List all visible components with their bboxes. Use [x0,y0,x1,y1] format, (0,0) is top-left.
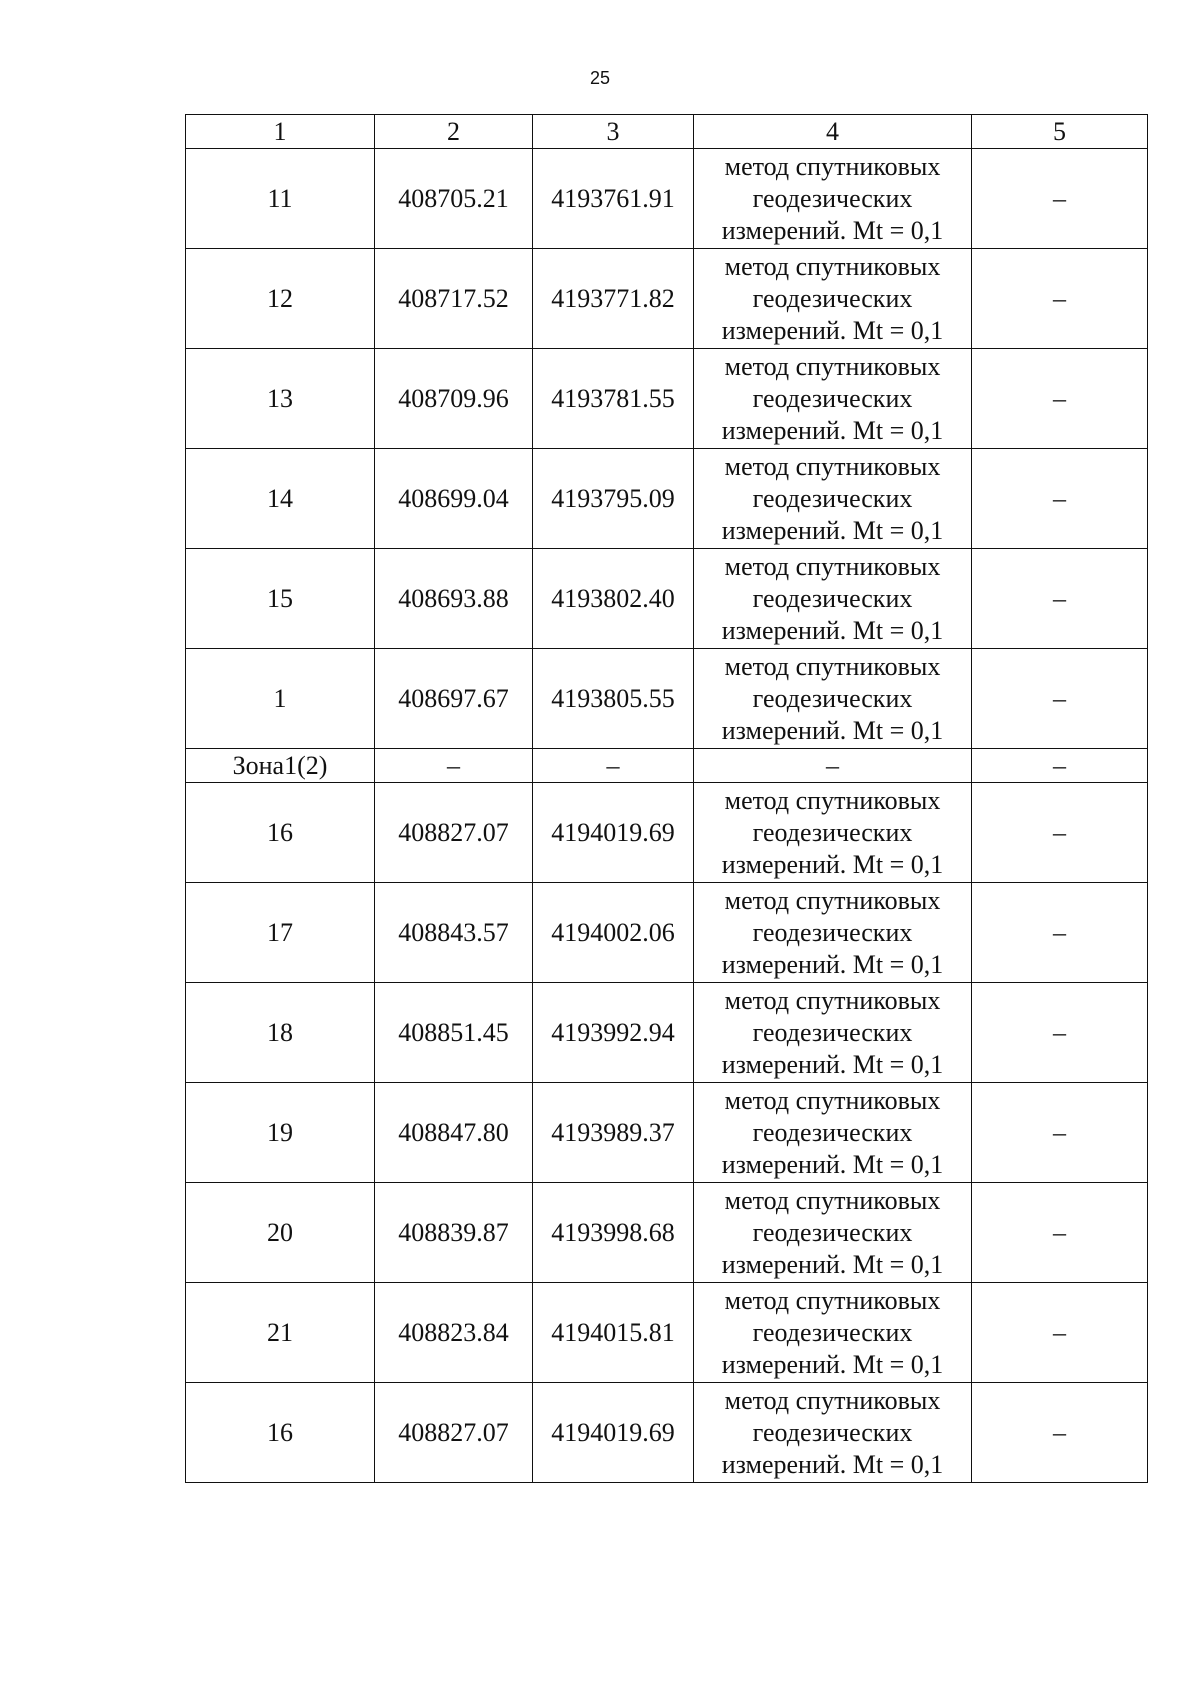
y-coordinate-cell: 4194019.69 [533,1383,694,1483]
y-coordinate-cell: 4193781.55 [533,349,694,449]
note-cell: – [972,783,1148,883]
x-coordinate-cell: 408705.21 [375,149,533,249]
x-coordinate-cell: 408693.88 [375,549,533,649]
table-row [186,249,1148,349]
x-coordinate-cell: 408839.87 [375,1183,533,1283]
table-row [186,649,1148,749]
column-header-1: 1 [186,115,375,149]
method-cell: метод спутниковых геодезических измерений. Mt = 0,1 [694,1383,972,1483]
y-coordinate-cell: 4193805.55 [533,649,694,749]
note-cell: – [972,983,1148,1083]
x-coordinate-cell: – [375,749,533,783]
note-cell: – [972,1283,1148,1383]
table-header-row [186,115,1148,149]
y-coordinate-cell: 4193802.40 [533,549,694,649]
note-cell: – [972,249,1148,349]
column-header-3: 3 [533,115,694,149]
table-row [186,883,1148,983]
method-cell: метод спутниковых геодезических измерений. Mt = 0,1 [694,449,972,549]
point-number-cell: 11 [186,149,375,249]
zone-row [186,749,1148,783]
y-coordinate-cell: 4193998.68 [533,1183,694,1283]
y-coordinate-cell: – [533,749,694,783]
y-coordinate-cell: 4194002.06 [533,883,694,983]
point-number-cell: 16 [186,1383,375,1483]
method-cell: метод спутниковых геодезических измерений. Mt = 0,1 [694,349,972,449]
x-coordinate-cell: 408717.52 [375,249,533,349]
point-number-cell: 20 [186,1183,375,1283]
table-row [186,783,1148,883]
y-coordinate-cell: 4193992.94 [533,983,694,1083]
method-cell: метод спутниковых геодезических измерений. Mt = 0,1 [694,1083,972,1183]
y-coordinate-cell: 4194019.69 [533,783,694,883]
y-coordinate-cell: 4194015.81 [533,1283,694,1383]
table-row [186,983,1148,1083]
note-cell: – [972,149,1148,249]
point-number-cell: 17 [186,883,375,983]
table-body [186,115,1148,1483]
column-header-4: 4 [694,115,972,149]
method-cell: метод спутниковых геодезических измерений. Mt = 0,1 [694,149,972,249]
x-coordinate-cell: 408823.84 [375,1283,533,1383]
x-coordinate-cell: 408709.96 [375,349,533,449]
point-number-cell: 12 [186,249,375,349]
point-number-cell: 15 [186,549,375,649]
method-cell: метод спутниковых геодезических измерений. Mt = 0,1 [694,783,972,883]
method-cell: – [694,749,972,783]
x-coordinate-cell: 408847.80 [375,1083,533,1183]
method-cell: метод спутниковых геодезических измерений. Mt = 0,1 [694,649,972,749]
point-number-cell: 1 [186,649,375,749]
point-number-cell: 13 [186,349,375,449]
table-row [186,549,1148,649]
page-number: 25 [589,68,611,88]
x-coordinate-cell: 408827.07 [375,1383,533,1483]
method-cell: метод спутниковых геодезических измерений. Mt = 0,1 [694,883,972,983]
point-number-cell: 21 [186,1283,375,1383]
table-row [186,1283,1148,1383]
method-cell: метод спутниковых геодезических измерений. Mt = 0,1 [694,983,972,1083]
note-cell: – [972,1083,1148,1183]
table-row [186,149,1148,249]
x-coordinate-cell: 408827.07 [375,783,533,883]
note-cell: – [972,749,1148,783]
method-cell: метод спутниковых геодезических измерений. Mt = 0,1 [694,249,972,349]
x-coordinate-cell: 408699.04 [375,449,533,549]
y-coordinate-cell: 4193795.09 [533,449,694,549]
note-cell: – [972,349,1148,449]
point-number-cell: 16 [186,783,375,883]
point-number-cell: 18 [186,983,375,1083]
note-cell: – [972,883,1148,983]
table-row [186,1083,1148,1183]
note-cell: – [972,449,1148,549]
note-cell: – [972,649,1148,749]
method-cell: метод спутниковых геодезических измерений. Mt = 0,1 [694,1183,972,1283]
point-number-cell: 19 [186,1083,375,1183]
note-cell: – [972,549,1148,649]
y-coordinate-cell: 4193989.37 [533,1083,694,1183]
note-cell: – [972,1183,1148,1283]
x-coordinate-cell: 408843.57 [375,883,533,983]
y-coordinate-cell: 4193771.82 [533,249,694,349]
note-cell: – [972,1383,1148,1483]
method-cell: метод спутниковых геодезических измерений. Mt = 0,1 [694,1283,972,1383]
table-row [186,349,1148,449]
x-coordinate-cell: 408851.45 [375,983,533,1083]
column-header-2: 2 [375,115,533,149]
table-row [186,1183,1148,1283]
point-number-cell: 14 [186,449,375,549]
method-cell: метод спутниковых геодезических измерений. Mt = 0,1 [694,549,972,649]
column-header-5: 5 [972,115,1148,149]
x-coordinate-cell: 408697.67 [375,649,533,749]
zone-label-cell: Зона1(2) [186,749,375,783]
coordinates-table [185,114,1148,1483]
table-row [186,1383,1148,1483]
table-row [186,449,1148,549]
y-coordinate-cell: 4193761.91 [533,149,694,249]
